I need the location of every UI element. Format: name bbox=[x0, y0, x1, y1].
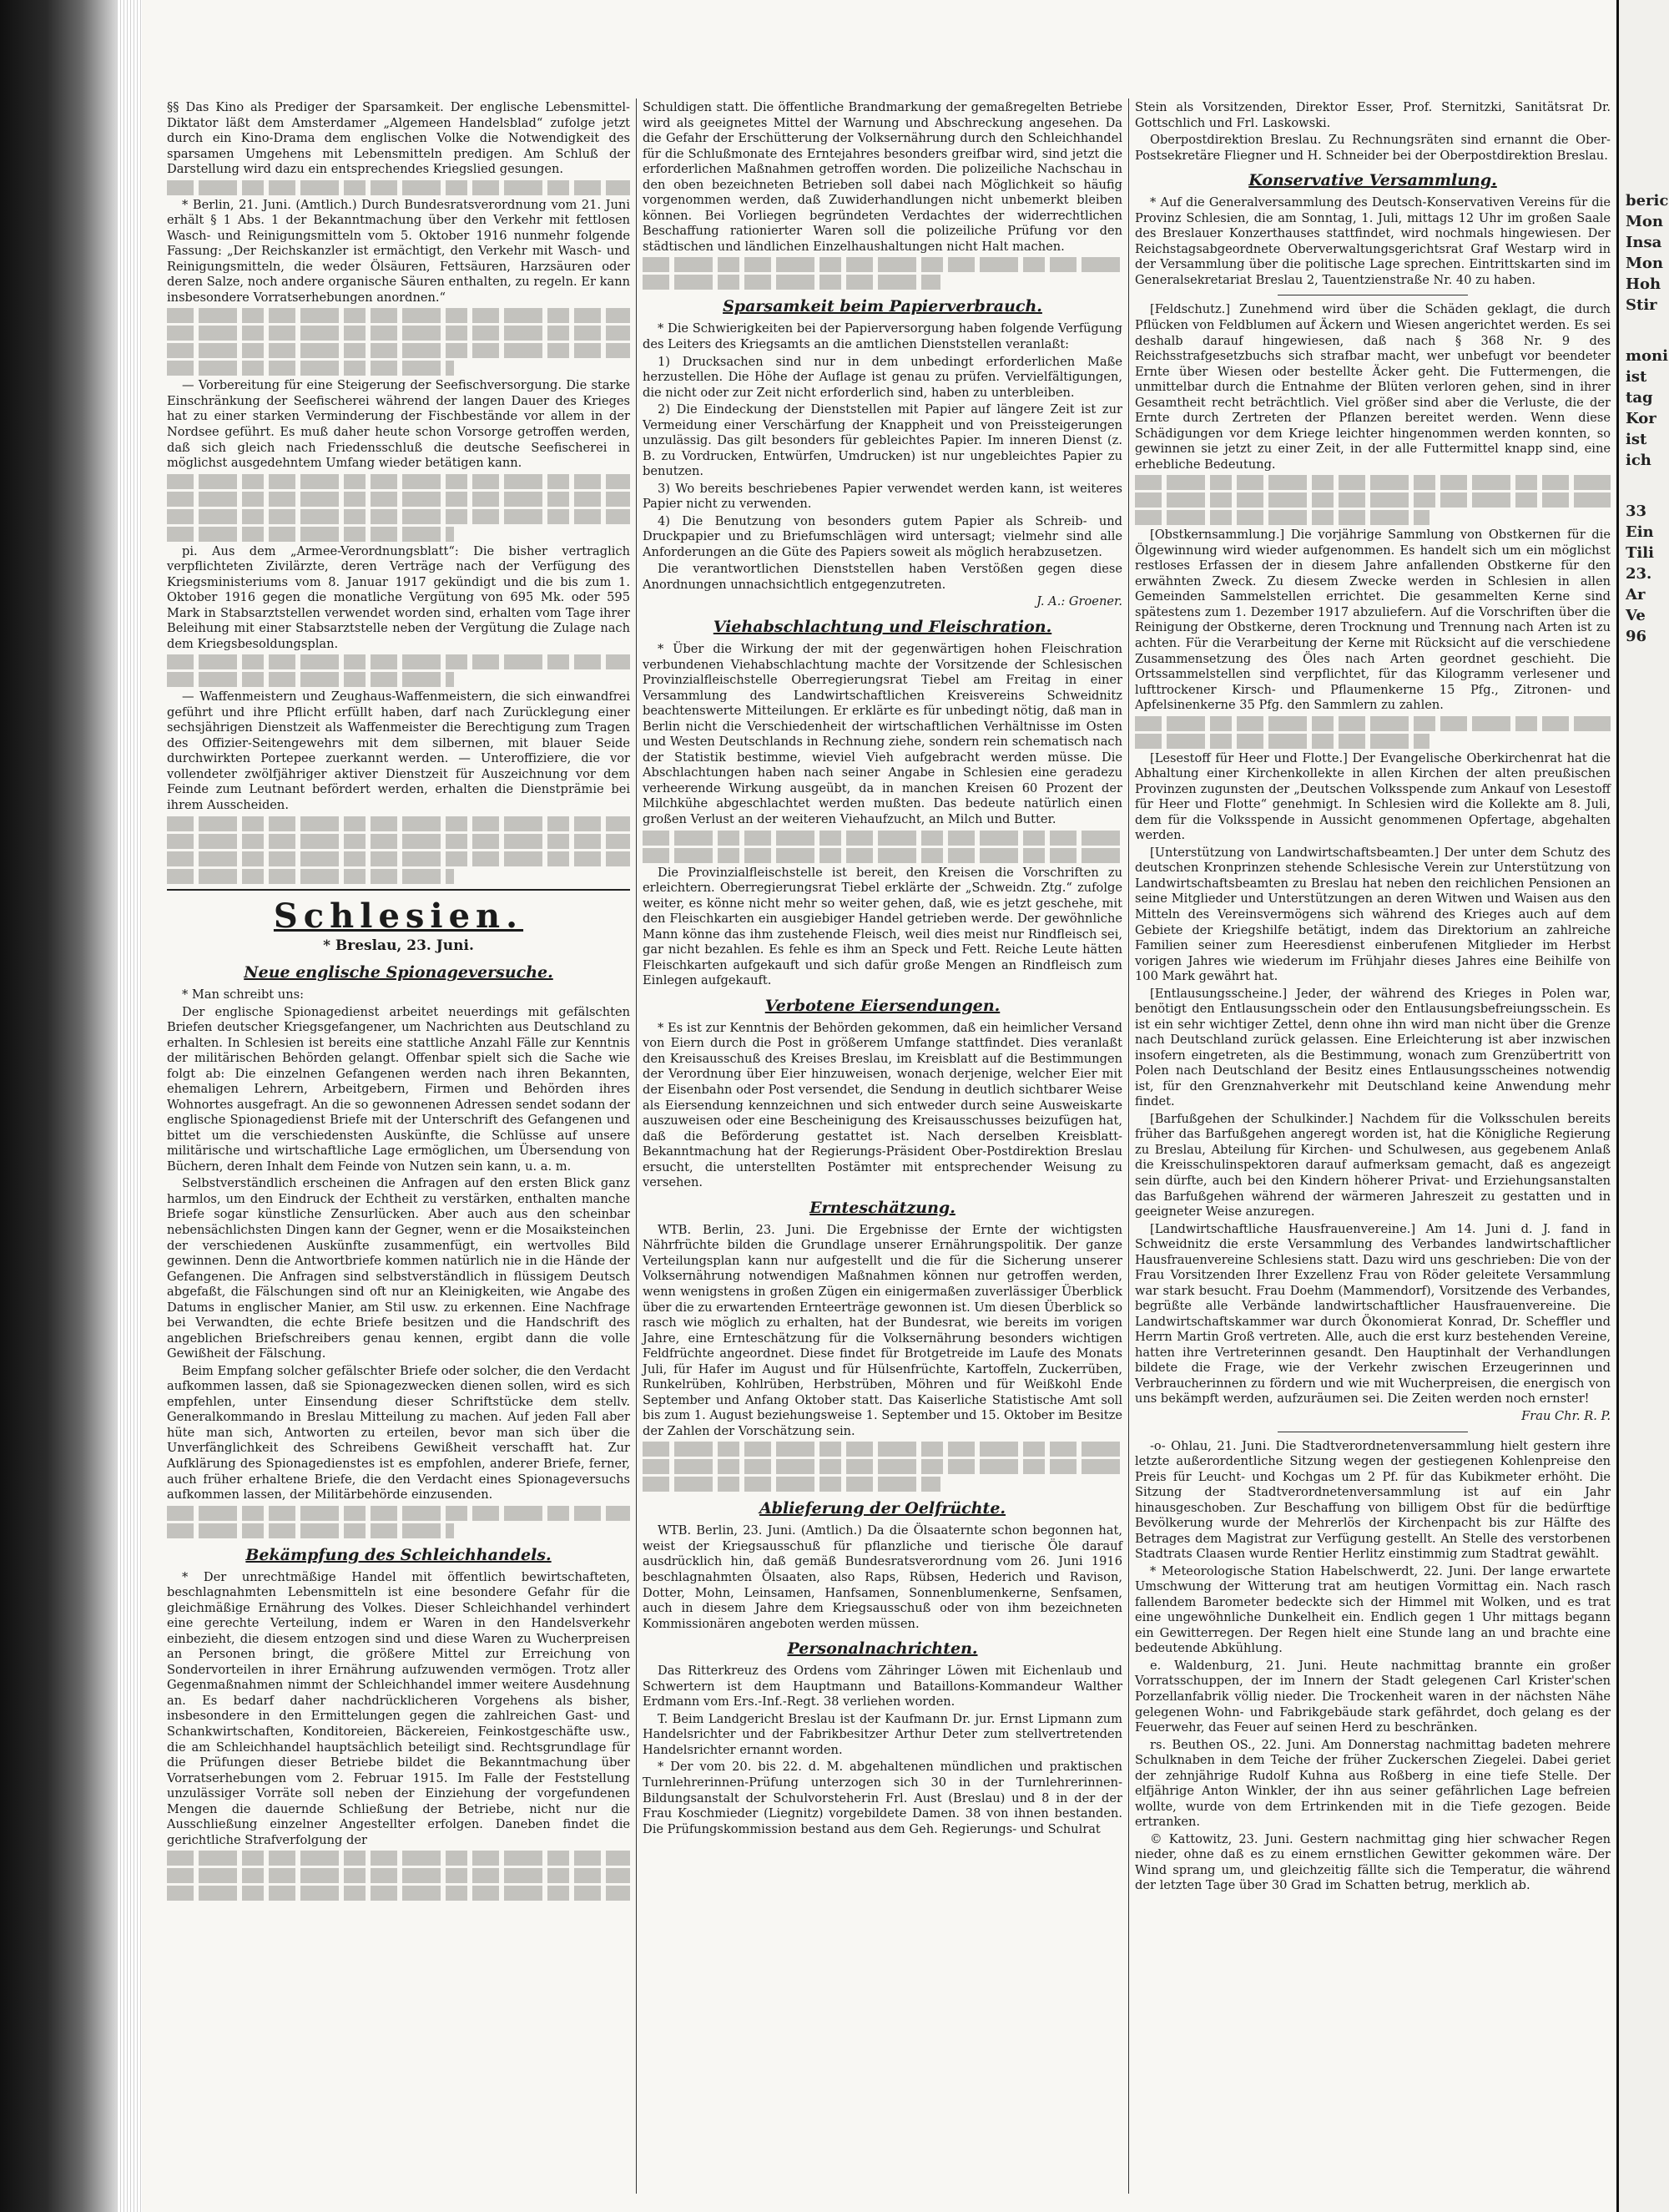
text-filler bbox=[167, 834, 630, 849]
text-filler bbox=[167, 180, 630, 195]
article-armee: pi. Aus dem „Armee-Verordnungsblatt“: Die bisher vertraglich verpflichteten Zivilärzte, deren Verträge nach der Verfügung des Kriegsministeriums vom 8. Januar 1917 gekündigt und die bis zum 1. Oktober 1916 gegen die monatliche Vergütung von 695 Mk. oder 595 Mark in Stabsarztstellen verwendet worden sind, erhalten vom Tage ihrer Beleihung mit einer Stabsarztstelle neben der Vergütung die Zulage nach dem Kriegsbesoldungsplan. bbox=[167, 543, 630, 651]
text-filler bbox=[1135, 510, 1429, 525]
text-filler bbox=[643, 275, 940, 290]
edge-word: Ein bbox=[1626, 523, 1654, 541]
article-lesestoff: [Lesestoff für Heer und Flotte.] Der Evangelische Oberkirchenrat hat die Abhaltung einer Kirchenkollekte in allen Kirchen der alten preußischen Provinzen zugunsten der „Deutschen Volksspende zum Ankauf von Lesestoff für Heer und Flotte“ genehmigt. In Schlesien wird die Kollekte am 8. Juli, dem für die Volksspende in Aussicht genommenen Opfertage, abgehalten werden. bbox=[1135, 750, 1611, 843]
article-beuthen: rs. Beuthen OS., 22. Juni. Am Donnerstag nachmittag badeten mehrere Schulknaben in dem Teiche der früher Zuckerschen Ziegelei. Dabei geriet der zehnjährige Rudolf Kuhna aus Roßberg in eine tiefe Stelle. Der elfjährige Anton Winkler, der ihn aus seiner gefährlichen Lage befreien wollte, wurde von dem Ertrinkenden mit in die Tiefe gezogen. Beide ertranken. bbox=[1135, 1737, 1611, 1830]
article-papier-5: Die verantwortlichen Dienststellen haben Verstößen gegen diese Anordnungen unnachsichtlich entgegenzutreten. bbox=[643, 562, 1122, 592]
text-filler bbox=[167, 851, 630, 866]
article-ohlau: -o- Ohlau, 21. Juni. Die Stadtverordnetenversammlung hielt gestern ihre letzte außerordentliche Sitzung wegen der gestiegenen Kohlenpreise den Preis für Leucht- und Kochgas um 2 Pf. für das Kubikmeter erhöht. Die Sitzung der Stadtverordnetenversammlung ist auf ein Jahr hinausgeschoben. Zur Beschaffung von billigem Obst für die bedürftige Bevölkerung wurde der Mehrerlös der Kirchenpacht bis zur Hälfte des Betrages dem Magistrat zur Verfügung gestellt. An Stelle des verstorbenen Stadtrats Claasen wurde Rentier Herlitz einstimmig zum Stadtrat gewählt. bbox=[1135, 1438, 1611, 1562]
text-filler bbox=[167, 474, 630, 489]
text-filler bbox=[643, 831, 1122, 846]
headline-eier: Verbotene Eiersendungen. bbox=[764, 996, 1001, 1015]
text-filler bbox=[1135, 492, 1611, 508]
article-seefischerei: — Vorbereitung für eine Steigerung der Seefischversorgung. Die starke Einschränkung der Seefischerei während der langen Dauer des Krieges hat zu einer starken Verminderung der Fischbestände vor allem in der Nordsee geführt. Es muß daher heute schon Vorsorge getroffen werden, daß sich gleich nach Friedensschluß die deutsche Seefischerei in möglichst ausgedehntem Umfang wieder betätigen kann. bbox=[167, 378, 630, 471]
signature: Frau Chr. R. P. bbox=[1521, 1408, 1611, 1423]
text-filler bbox=[167, 343, 630, 358]
dateline: * Breslau, 23. Juni. bbox=[323, 937, 474, 955]
text-filler bbox=[1135, 734, 1429, 749]
article-personal-1: Das Ritterkreuz des Ordens vom Zähringer Löwen mit Eichenlaub und Schwertern ist dem Hauptmann und Bataillons-Kommandeur Walther Erdmann vom Ers.-Inf.-Regt. 38 verliehen worden. bbox=[643, 1664, 1122, 1710]
column-left bbox=[167, 100, 630, 1903]
next-page-edge bbox=[1616, 0, 1669, 2212]
article-oberpost: Oberpostdirektion Breslau. Zu Rechnungsräten sind ernannt die Ober-Postsekretäre Fliegner und H. Schneider bei der Oberpostdirektion Breslau. bbox=[1135, 133, 1611, 163]
headline-konservativ: Konservative Versammlung. bbox=[1248, 171, 1497, 190]
text-filler bbox=[167, 816, 630, 831]
edge-word: ich bbox=[1626, 452, 1651, 469]
article-entlausung: [Entlausungsscheine.] Jeder, der während des Krieges in Polen war, benötigt den Entlausungsschein oder den Entlausungsbefreiungsschein. Es ist ein sehr wichtiger Zettel, denn ohne ihn wird man nicht über die Grenze nach Deutschland zurück gelassen. Eine Erleichterung ist aber inzwischen insofern eingetreten, als die Bestimmung, wonach zum Grenzübertritt von Polen nach Deutschland der Besitz eines Entlausungsscheines notwendig ist, für den Grenznahverkehr mit Deutschland keine Anwendung mehr findet. bbox=[1135, 986, 1611, 1109]
edge-word: 23. bbox=[1626, 565, 1652, 583]
headline-personal: Personalnachrichten. bbox=[787, 1639, 978, 1659]
edge-word: tag bbox=[1626, 389, 1653, 407]
article-personal-3: * Der vom 20. bis 22. d. M. abgehaltenen mündlichen und praktischen Turnlehrerinnen-Prüfung unterzogen sich 30 in der Turnlehrerinnen-Bildungsanstalt der Schulvorsteherin Frl. Aust (Breslau) und 8 in der der Frau Koschmieder (Liegnitz) vorgebildete Damen. 38 von ihnen bestanden. Die Prüfungskommission bestand aus dem Geh. Regierungs- und Schulrat bbox=[643, 1760, 1122, 1836]
headline-vieh: Viehabschlachtung und Fleischration. bbox=[713, 618, 1052, 636]
article-landwirtschaftsbeamte: [Unterstützung von Landwirtschaftsbeamten.] Der unter dem Schutz des deutschen Kronprinzen stehende Schlesische Verein zur Unterstützung von Landwirtschaftsbeamten zu Breslau hat neben den reichlichen Pensionen an seine Mitglieder und Unterstützungen an deren Witwen und Waisen aus den Mitteln des Vereinsvermögens sich während des Krieges auch auf dem Gebiete der Kriegshilfe betätigt, indem das Direktorium an zahlreiche Familien seiner zum Heeresdienst einberufenen Mitglieder im Herbst vorigen Jahres wie wiederum im Frühjahr dieses Jahres eine Beihilfe von 100 Mark gewährt hat. bbox=[1135, 845, 1611, 984]
article-ernte: WTB. Berlin, 23. Juni. Die Ergebnisse der Ernte der wichtigsten Nährfrüchte bilden die Grundlage unserer Ernährungspolitik. Der ganze Verteilungsplan kann nur aufgestellt und die für die Sicherung unserer Volksernährung notwendigen Maßnahmen können nur getroffen werden, wenn wenigstens in großen Zügen ein einigermaßen zuverlässiger Überblick über die zu erwartenden Ernteerträge gewonnen ist. Um diesen Überblick so rasch wie möglich zu erhalten, hat der Bundesrat, wie bereits im vorigen Jahre, eine Ernteschätzung für die Volksernährung besonders wichtigen Feldfrüchte angeordnet. Diese findet für Brotgetreide im Laufe des Monats Juli, für Hafer im August und für Hülsenfrüchte, Kartoffeln, Zuckerrüben, Runkelrüben, Kohlrüben, Herbstrüben, Möhren und für Weißkohl Ende September und Anfang Oktober statt. Das Kaiserliche Statistische Amt soll bis zum 1. August beziehungsweise 1. September und 15. Oktober im Besitze der Zahlen der Vorschätzung sein. bbox=[643, 1222, 1122, 1438]
article-waldenburg: e. Waldenburg, 21. Juni. Heute nachmittag brannte ein großer Vorratsschuppen, der im Innern der Stadt gelegenen Carl Krister'schen Porzellanfabrik völlig nieder. Die Trockenheit waren in der nächsten Nähe gelegenen Wohn- und Fabrikgebäude stark gefährdet, doch gelang es der Feuerwehr, das Feuer auf seinen Herd zu beschränken. bbox=[1135, 1658, 1611, 1735]
edge-word: Ve bbox=[1626, 607, 1646, 624]
edge-word: moni bbox=[1626, 347, 1668, 365]
article-hausfrauen: [Landwirtschaftliche Hausfrauenvereine.] Am 14. Juni d. J. fand in Schweidnitz die erste Versammlung des Verbandes landwirtschaftlicher Hausfrauenvereine Schlesiens statt. Dazu wird uns geschrieben: Die von der Frau Vorsitzenden Ihrer Exzellenz Frau von Röder geleitete Versammlung war stark besucht. Frau Doehm (Mammendorf), Vorsitzende des Verbandes, begrüßte alle Verbände landwirtschaftlicher Hausfrauenvereine. Die Landwirtschaftskammer war durch Ökonomierat Konrad, Dr. Scheffler und Herrn Martin Groß vertreten. Alle, auch die erst kurz bestehenden Vereine, hatten ihre Vertreterinnen gesandt. Den Hauptinhalt der Verhandlungen bildete die Frage, wie der Verkehr zwischen Erzeugerinnen und Verbraucherinnen zu fördern und wie mit Wucherpreisen, die energisch von uns bekämpft werden, aufzuräumen sei. Die Zeiten werden noch ernster! bbox=[1135, 1221, 1611, 1406]
headline-oelfruechte: Ablieferung der Oelfrüchte. bbox=[759, 1499, 1006, 1518]
edge-word: Ar bbox=[1626, 586, 1646, 604]
headline-schleichhandel: Bekämpfung des Schleichhandels. bbox=[245, 1545, 552, 1564]
headline-ernte: Ernteschätzung. bbox=[809, 1198, 956, 1217]
edge-word: 96 bbox=[1626, 628, 1647, 645]
edge-word: ist bbox=[1626, 368, 1647, 386]
article-vieh-2: Die Provinzialfleischstelle ist bereit, den Kreisen die Vorschriften zu erleichtern. Oberregierungsrat Tiebel erklärte der „Schweidn. Ztg.“ zufolge weiter, es könne nicht mehr so weiter gehen, daß, wie es jetzt geschehe, mit den Fleischkarten ein ausgiebiger Handel getrieben werde. Der gewöhnliche Mann könne das ihm zustehende Fleisch, weil dies meist nur Rindfleisch sei, gar nicht bezahlen. Es fehle es ihm an Speck und Fett. Reiche Leute hätten Fleischkarten aufgekauft und sich dafür große Mengen an Rindfleisch zum Einlegen aufgekauft. bbox=[643, 865, 1122, 988]
article-waschmittel: * Berlin, 21. Juni. (Amtlich.) Durch Bundesratsverordnung vom 21. Juni erhält § 1 Abs. 1 der Bekanntmachung über den Verkehr mit fettlosen Wasch- und Reinigungsmitteln vom 5. Oktober 1916 nunmehr folgende Fassung: „Der Reichskanzler ist ermächtigt, den Verkehr mit Wasch- und Reinigungsmitteln, die weder Ölsäuren, Fettsäuren, Harzsäuren oder deren Salze, noch andere organische Säuren enthalten, zu regeln. Er kann insbesondere Vorratserhebungen anordnen.“ bbox=[167, 197, 630, 305]
article-papier-3: 3) Wo bereits beschriebenes Papier verwendet werden kann, ist weiteres Papier nicht zu verwenden. bbox=[643, 481, 1122, 512]
column-right bbox=[1135, 100, 1611, 1896]
text-filler bbox=[167, 326, 630, 341]
text-filler bbox=[167, 527, 454, 542]
text-filler bbox=[643, 1477, 940, 1492]
text-filler bbox=[167, 654, 630, 669]
book-binding-shadow bbox=[0, 0, 117, 2212]
article-spionage-3: Beim Empfang solcher gefälschter Briefe oder solcher, die den Verdacht aufkommen lassen, daß sie Spionagezwecken dienen sollen, wird es sich empfehlen, unter Einsendung dieser Schriftstücke dem stellv. Generalkommando in Breslau Mitteilung zu machen. Auf jeden Fall aber hüte man sich, Antworten zu erteilen, bevor man sich über die Unverfänglichkeit des Schreibens Gewißheit verschafft hat. Zur Aufklärung des Spionagedienstes ist es empfohlen, anderer Briefe, ferner, auch früher erhaltene Briefe, die den Verdacht eines Spionageversuchs aufkommen lassen, der Militärbehörde einzusenden. bbox=[167, 1363, 630, 1502]
text-filler bbox=[167, 509, 630, 524]
text-filler bbox=[167, 1851, 630, 1866]
edge-word: Mon bbox=[1626, 213, 1664, 230]
article-personal-2: T. Beim Landgericht Breslau ist der Kaufmann Dr. jur. Ernst Lipmann zum Handelsrichter und der Fabrikbesitzer Arthur Deter zum stellvertretenden Handelsrichter ernannt worden. bbox=[643, 1711, 1122, 1757]
article-waffenmeister: — Waffenmeistern und Zeughaus-Waffenmeistern, die sich einwandfrei geführt und ihre Pflicht erfüllt haben, darf nach Zurücklegung einer sechsjährigen Dienstzeit als Waffenmeister die Berechtigung zum Tragen des Offizier-Seitengewehrs mit dem silbernen, mit blauer Seide durchwirkten Portepee zuerkannt werden. — Unteroffiziere, die vor vollendeter zwölfjähriger aktiver Dienstzeit für Auszeichnung vor dem Feinde zum Leutnant befördert werden, erhalten die Dienstprämie bei ihrem Ausscheiden. bbox=[167, 689, 630, 812]
column-middle bbox=[643, 100, 1122, 1839]
article-oelfruechte: WTB. Berlin, 23. Juni. (Amtlich.) Da die Ölsaaternte schon begonnen hat, weist der Kriegsausschuß für pflanzliche und tierische Öle darauf ausdrücklich hin, daß gemäß Bundesratsverordnung vom 26. Juni 1916 beschlagnahmten Ölsaaten, also Raps, Rübsen, Hederich und Ravison, Dotter, Mohn, Leinsamen, Hanfsamen, Sonnenblumenkerne, Senfsamen, auch in diesem Jahre dem Kriegsausschuß oder von ihm bezeichneten Kommissionären angeboten werden müssen. bbox=[643, 1523, 1122, 1631]
text-filler bbox=[643, 848, 1122, 863]
edge-word: Kor bbox=[1626, 410, 1656, 427]
article-schleichhandel: * Der unrechtmäßige Handel mit öffentlich bewirtschafteten, beschlagnahmten Lebensmitteln ist eine besondere Gefahr für die gleichmäßige Ernährung des Volkes. Dieser Schleichhandel verhindert eine gerechte Verteilung, indem er Waren in den Handelsverkehr einbezieht, die diesem entzogen sind und diese Waren zu Wucherpreisen an Personen bringt, die größere Mittel zur Erreichung von Sondervorteilen in ihrer Ernährung aufzuwenden vermögen. Trotz aller Gegenmaßnahmen nimmt der Schleichhandel immer weitere Ausdehnung an. Es bedarf daher nachdrücklicheren Vorgehens als bisher, insbesondere in den Ermittelungen gegen die zahlreichen Gast- und Schankwirtschaften, Konditoreien, Bäckereien, Feinkostgeschäfte usw., die am Schleichhandel hauptsächlich beteiligt sind. Rechtsgrundlage für die Prüfungen dieser Betriebe bildet die Bekanntmachung über Vorratserhebungen vom 2. Februar 1915. Im Falle der Feststellung unzulässiger Vorräte soll neben der Einziehung der vorgefundenen Mengen die dauernde Schließung der Betriebe, nicht nur die Ausschließung einzelner Angestellter erfolgen. Daneben findet die gerichtliche Strafverfolgung der bbox=[167, 1569, 630, 1847]
headline-spionage: Neue englische Spionageversuche. bbox=[244, 962, 553, 982]
article-kino: §§ Das Kino als Prediger der Sparsamkeit. Der englische Lebensmittel-Diktator läßt dem Amsterdamer „Algemeen Handelsblad“ zufolge jetzt durch ein Kino-Drama dem englischen Volke die Notwendigkeit des sparsamen Umgehens mit Lebensmitteln predigen. Am Schluß der Darstellung wird dazu ein entsprechendes Kriegslied gesungen. bbox=[167, 100, 630, 177]
article-spionage-2: Selbstverständlich erscheinen die Anfragen auf den ersten Blick ganz harmlos, um den Eindruck der Echtheit zu verstärken, enthalten manche Briefe sogar künstliche Zensurlücken. Aber auch aus den scheinbar nebensächlichsten Dingen kann der Gegner, wenn er die Mosaiksteinchen der verschiedenen Auskünfte zusammenfügt, ein wertvolles Bild gewinnen. Denn die Antwortbriefe kommen natürlich nie in die Hände der Gefangenen. Die Anfragen sind selbstverständlich in flüssigem Deutsch abgefaßt, die Fälschungen sind oft nur an Kleinigkeiten, wie Angabe des Datums in englischer Manier, am Stil usw. zu erkennen. Eine Nachfrage bei Verwandten, die echte Briefe besitzen und die Handschrift des angeblichen Briefschreibers genau kennen, ergibt dann die volle Gewißheit der Fälschung. bbox=[167, 1176, 630, 1361]
article-papier-4: 4) Die Benutzung von besonders gutem Papier als Schreib- und Druckpapier und zu Briefumschlägen wird untersagt; vielmehr sind alle Anforderungen an die Güte des Papiers soweit als möglich herabzusetzen. bbox=[643, 513, 1122, 559]
text-filler bbox=[167, 1886, 630, 1901]
article-feldschutz: [Feldschutz.] Zunehmend wird über die Schäden geklagt, die durch Pflücken von Feldblumen auf Äckern und Wiesen angerichtet werden. Es sei deshalb darauf hingewiesen, daß nach § 368 Nr. 9 des Reichsstrafgesetzbuchs sich strafbar macht, wer unbefugt vor beendeter Ernte über Wiesen oder bestellte Äcker geht. Die Futtermengen, die unmittelbar durch die Entnahme der Blüten verloren gehen, sind in ihrer Gesamtheit recht beträchtlich. Viel größer sind aber die Verluste, die der Ernte durch Zertreten der Pflanzen bereitet werden. Wenn diese Schädigungen vor dem Kriege leichter hingenommen werden konnten, so gewinnen sie jetzt zu einer Zeit, in der alle Futtermittel knapp sind, eine erhebliche Bedeutung. bbox=[1135, 302, 1611, 472]
text-filler bbox=[1135, 716, 1611, 731]
article-konservativ: * Auf die Generalversammlung des Deutsch-Konservativen Vereins für die Provinz Schlesien, die am Sonntag, 1. Juli, mittags 12 Uhr im großen Saale des Breslauer Konzerthauses stattfindet, wird nochmals hingewiesen. Der Reichstagsabgeordnete Oberverwaltungsgerichtsrat Graf Westarp wird in der Versammlung über die politische Lage sprechen. Eintrittskarten sind im Generalsekretariat Breslau 2, Tauentzienstraße Nr. 40 zu haben. bbox=[1135, 195, 1611, 287]
article-barfuss: [Barfußgehen der Schulkinder.] Nachdem für die Volksschulen bereits früher das Barfußgehen angeregt worden ist, hat die Königliche Regierung zu Breslau, Abteilung für Kirchen- und Schulwesen, aus gegebenem Anlaß die Kreisschulinspektoren darauf aufmerksam gemacht, daß es angezeigt sein dürfte, auch bei den Kindern höherer Privat- und Erziehungsanstalten das Barfußgehen während der wärmeren Jahreszeit zu gestatten und in geeigneter Weise anzuregen. bbox=[1135, 1111, 1611, 1220]
column-rule bbox=[636, 98, 637, 2194]
text-filler bbox=[167, 1868, 630, 1883]
text-filler bbox=[167, 1523, 454, 1538]
edge-word: beric bbox=[1626, 192, 1669, 210]
edge-word: Insa bbox=[1626, 234, 1662, 251]
article-pruefung-cont: Stein als Vorsitzenden, Direktor Esser, Prof. Sternitzki, Sanitätsrat Dr. Gottschlich und Frl. Laskowski. bbox=[1135, 100, 1611, 130]
edge-word: ist bbox=[1626, 431, 1647, 448]
text-filler bbox=[1135, 475, 1611, 490]
text-filler bbox=[167, 361, 454, 376]
article-obstkern: [Obstkernsammlung.] Die vorjährige Sammlung von Obstkernen für die Ölgewinnung wird wieder aufgenommen. Es handelt sich um ein möglichst restloses Erfassen der in diesem Jahre anfallenden Obstkerne für den erwähnten Zweck. Zu diesem Zwecke werden in Schlesien in allen Gemeinden Sammelstellen errichtet. Die gesammelten Kerne sind spätestens zum 1. Dezember 1917 abzuliefern. Auf die Vorschriften über die Reinigung der Obstkerne, deren Trocknung und Trennung nach Arten ist zu achten. Für die Verarbeitung der Kerne mit Rücksicht auf die verschiedene Zusammensetzung des Öles nach Arten geordnet geschieht. Die Ortssammelstellen sind verpflichtet, für das Kilogramm verlesener und lufttrockener Kirsch- und Pflaumenkerne 15 Pfg., Zitronen- und Apfelsinenkerne 35 Pfg. den Sammlern zu zahlen. bbox=[1135, 528, 1611, 713]
article-spionage-1: Der englische Spionagedienst arbeitet neuerdings mit gefälschten Briefen deutscher Kriegsgefangener, um Nachrichten aus Deutschland zu erhalten. In Schlesien ist bereits eine stattliche Anzahl Fälle zur Kenntnis der militärischen Behörden gelangt. Offenbar spielt sich die Sache wie folgt ab: Die einzelnen Gefangenen werden nach ihren Bekannten, ehemaligen Lehrern, Arbeitgebern, Firmen und Behörden ihres Wohnortes ausgefragt. An die so gewonnenen Adressen sendet sodann der englische Spionagedienst Briefe mit der Unterschrift des Gefangenen und bittet um die verschiedensten Auskünfte, die Schlüsse auf unsere militärische und wirtschaftliche Lage ermöglichen, um Übersendung von Büchern, deren Inhalt dem Feinde von Nutzen sein kann, u. a. m. bbox=[167, 1004, 630, 1174]
edge-word: Stir bbox=[1626, 296, 1657, 314]
edge-word: Tili bbox=[1626, 544, 1654, 562]
article-papier-intro: * Die Schwierigkeiten bei der Papierversorgung haben folgende Verfügung des Leiters des Kriegsamts an die amtlichen Dienststellen veranlaßt: bbox=[643, 321, 1122, 351]
article-intro: * Man schreibt uns: bbox=[182, 987, 305, 1002]
article-papier-1: 1) Drucksachen sind nur in dem unbedingt erforderlichen Maße herzustellen. Die Höhe der Auflage ist genau zu prüfen. Vervielfältigungen, die nicht oder zur Zeit nicht erforderlich sind, haben zu unterbleiben. bbox=[643, 354, 1122, 400]
text-filler bbox=[643, 1442, 1122, 1457]
signature: J. A.: Groener. bbox=[1036, 594, 1122, 609]
column-rule bbox=[1128, 98, 1129, 2194]
text-filler bbox=[167, 869, 454, 884]
section-rule bbox=[167, 889, 630, 891]
text-filler bbox=[643, 257, 1122, 272]
article-eier: * Es ist zur Kenntnis der Behörden gekommen, daß ein heimlicher Versand von Eiern durch die Post in größerem Umfange stattfindet. Dies veranlaßt den Kreisausschuß des Kreises Breslau, im Kreisblatt auf die Bestimmungen der Verordnung über Eier hinzuweisen, wonach derjenige, welcher Eier mit der Eisenbahn oder Post versendet, die Sendung in deutlich sichtbarer Weise als Eiersendung kennzeichnen und sich entweder durch seine Ausweiskarte auszuweisen oder eine Bescheinigung des Kreisausschusses beizufügen hat, daß die Beförderung gestattet ist. Nach derselben Kreisblatt-Bekanntmachung hat der Regierungs-Präsident Ober-Postdirektion Breslau ersucht, die unterstellten Postämter mit entsprechender Weisung zu versehen. bbox=[643, 1020, 1122, 1190]
article-kattowitz: © Kattowitz, 23. Juni. Gestern nachmittag ging hier schwacher Regen nieder, ohne daß es zu einem ernstlichen Gewitter gekommen wäre. Der Wind sprang um, und gleichzeitig fällte sich die Temperatur, die während der letzten Tage über 30 Grad im Schatten betrug, merklich ab. bbox=[1135, 1831, 1611, 1893]
text-filler bbox=[643, 1459, 1122, 1474]
text-filler bbox=[167, 672, 454, 687]
article-schleichhandel-cont: Schuldigen statt. Die öffentliche Brandmarkung der gemaßregelten Betriebe wird als geeignetes Mittel der Warnung und Abschreckung angesehen. Da die Gefahr der Erschütterung der Volksernährung durch den Schleichhandel für die Schlußmonate des Erntejahres besonders greifbar wird, sind jetzt die erforderlichen Maßnahmen getroffen worden. Die polizeiliche Nachschau in den oben bezeichneten Betrieben soll dabei nach Möglichkeit so häufig vorgenommen werden, daß Zuwiderhandlungen nicht unbemerkt bleiben können. Bei Vorliegen begründeten Verdachtes der widerrechtlichen Beschaffung rationierter Waren soll die polizeiliche Prüfung vor den städtischen und ländlichen Einzelhaushaltungen nicht Halt machen. bbox=[643, 100, 1122, 254]
headline-papier: Sparsamkeit beim Papierverbrauch. bbox=[723, 297, 1042, 316]
text-filler bbox=[167, 1506, 630, 1521]
section-title: Schlesien. bbox=[273, 896, 524, 936]
article-vieh-1: * Über die Wirkung der mit der gegenwärtigen hohen Fleischration verbundenen Viehabschlachtung machte der Vorsitzende der Schlesischen Provinzialfleischstelle Oberregierungsrat Tiebel am Freitag in einer Versammlung des Landwirtschaftlichen Kreisvereins Schweidnitz beachtenswerte Mitteilungen. Er erklärte es für unbedingt nötig, daß man in Berlin nicht die Verschiedenheit der wirtschaftlichen Verhältnisse im Osten und Westen Deutschlands in Rechnung ziehe, sondern rein schematisch nach der Statistik bestimme, wieviel Vieh aufgebracht werden müsse. Die Abschlachtungen haben nach seiner Angabe in Schlesien eine geradezu verheerende Wirkung ausgeübt, da in manchen Kreisen 60 Prozent der Milchkühe abgeschlachtet werden mußten. Das bedeute natürlich einen großen Verlust an der weiteren Viehaufzucht, an Milch und Butter. bbox=[643, 642, 1122, 826]
edge-word: 33 bbox=[1626, 502, 1647, 520]
edge-word: Hoh bbox=[1626, 275, 1661, 293]
text-filler bbox=[167, 492, 630, 507]
article-papier-2: 2) Die Eindeckung der Dienststellen mit Papier auf längere Zeit ist zur Vermeidung einer Verschärfung der Knappheit und von Preissteigerungen unzulässig. Das gilt besonders für gebleichtes Papier. Im inneren Dienst (z. B. zu Vordrucken, Entwürfen, Umdrucken) ist nur ungebleichtes Papier zu benutzen. bbox=[643, 402, 1122, 479]
edge-word: Mon bbox=[1626, 255, 1664, 272]
text-filler bbox=[167, 308, 630, 323]
article-habelschwerdt: * Meteorologische Station Habelschwerdt, 22. Juni. Der lange erwartete Umschwung der Witterung trat am heutigen Vormittag ein. Nach rasch fallendem Barometer bedeckte sich der Himmel mit Wolken, und es trat eine ungewöhnliche Dunkelheit ein. Endlich gegen 1 Uhr mittags begann ein Gewitterregen. Der Regen hielt eine Stunde lang an und brachte eine bedeutende Abkühlung. bbox=[1135, 1563, 1611, 1656]
